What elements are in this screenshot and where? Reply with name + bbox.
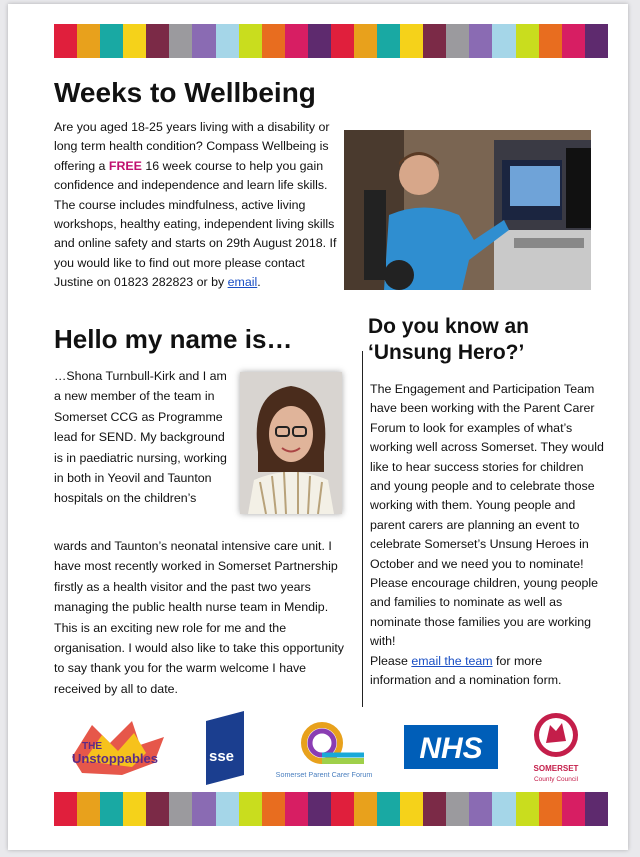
top-stripe-segment: [400, 24, 423, 58]
bottom-stripe-segment: [262, 792, 285, 826]
bottom-stripe-segment: [539, 792, 562, 826]
bottom-color-stripe: [54, 792, 608, 826]
column-divider: [362, 351, 363, 707]
hello-continued-text: wards and Taunton’s neonatal intensive care unit. I have most recently worked in Somerset Partnership firstly as a health visitor and the past two years managing the public health nurse team in Mendip. This is an exciting new role for me and the organisation. I would also like to take this opportunity to say thank you for the warm welcome I have received by all to date.: [54, 539, 344, 696]
shona-portrait-photo: [240, 372, 342, 514]
pcf-text: Somerset Parent Carer Forum: [275, 770, 373, 779]
bottom-stripe-segment: [285, 792, 308, 826]
email-link[interactable]: email: [227, 275, 258, 290]
parent-carer-forum-logo: [274, 717, 374, 781]
sse-logo: [202, 711, 248, 785]
bottom-stripe-segment: [308, 792, 331, 826]
bottom-stripe-segment: [77, 792, 100, 826]
bottom-stripe-segment: [354, 792, 377, 826]
unstoppables-line2: Unstoppables: [72, 751, 158, 766]
bottom-stripe-segment: [492, 792, 515, 826]
top-stripe-segment: [469, 24, 492, 58]
top-color-stripe: [54, 24, 608, 58]
nhs-logo: [404, 725, 498, 769]
top-stripe-segment: [192, 24, 215, 58]
somerset-county-council-logo: [524, 711, 588, 787]
bottom-stripe-segment: [54, 792, 77, 826]
top-stripe-segment: [539, 24, 562, 58]
bottom-stripe-segment: [400, 792, 423, 826]
unsung-hero-para-3: Please email the team for more information and a nomination form.: [370, 653, 562, 688]
weeks-to-wellbeing-text: Are you aged 18-25 years living with a disability or long term health condition? Compass Wellbeing is offering a FREE 16 week course to help you gain confidence and independence and learn life skills. The course includes mindfulness, active living workshops, healthy eating, independent living skills and online safety and starts on 29th August 2018. If you would like to find out more please contact Justine on 01823 282823 or by email.: [54, 120, 337, 290]
bottom-stripe-segment: [146, 792, 169, 826]
top-stripe-segment: [331, 24, 354, 58]
bottom-stripe-segment: [169, 792, 192, 826]
top-stripe-segment: [354, 24, 377, 58]
newsletter-page: [8, 4, 628, 850]
top-stripe-segment: [423, 24, 446, 58]
top-stripe-segment: [77, 24, 100, 58]
top-stripe-segment: [100, 24, 123, 58]
somerset-line2: County Council: [533, 776, 579, 783]
nhs-text: NHS: [419, 732, 483, 765]
hello-my-name-is-title: Hello my name is…: [54, 324, 293, 354]
sse-text: sse: [209, 748, 235, 765]
bottom-stripe-segment: [192, 792, 215, 826]
unsung-hero-text: [370, 380, 605, 691]
free-highlight: FREE: [108, 158, 142, 173]
unstoppables-line1: THE: [82, 741, 102, 752]
bottom-stripe-segment: [331, 792, 354, 826]
bottom-stripe-segment: [469, 792, 492, 826]
somerset-line1: SOMERSET: [533, 764, 579, 773]
bottom-stripe-segment: [585, 792, 608, 826]
top-stripe-segment: [377, 24, 400, 58]
bottom-stripe-segment: [562, 792, 585, 826]
email-the-team-link[interactable]: email the team: [411, 653, 493, 668]
unstoppables-logo: [62, 717, 172, 779]
bottom-stripe-segment: [423, 792, 446, 826]
partner-logos-row: [54, 711, 608, 787]
top-stripe-segment: [492, 24, 515, 58]
top-stripe-segment: [123, 24, 146, 58]
bottom-stripe-segment: [377, 792, 400, 826]
top-stripe-segment: [562, 24, 585, 58]
bottom-stripe-segment: [100, 792, 123, 826]
wheelchair-user-computer-photo: [344, 130, 591, 290]
top-stripe-segment: [446, 24, 469, 58]
top-stripe-segment: [54, 24, 77, 58]
top-stripe-segment: [169, 24, 192, 58]
top-stripe-segment: [262, 24, 285, 58]
top-stripe-segment: [308, 24, 331, 58]
top-stripe-segment: [216, 24, 239, 58]
bottom-stripe-segment: [446, 792, 469, 826]
top-stripe-segment: [585, 24, 608, 58]
unsung-hero-title: Do you know an ‘Unsung Hero?’: [368, 315, 530, 364]
hello-intro-text: …Shona Turnbull-Kirk and I am a new member of the team in Somerset CCG as Programme lead for SEND. My background is in paediatric nursing, working in both in Yeovil and Taunton hospitals on the children’s: [54, 369, 227, 506]
top-stripe-segment: [285, 24, 308, 58]
weeks-to-wellbeing-title: Weeks to Wellbeing: [54, 77, 316, 108]
top-stripe-segment: [516, 24, 539, 58]
bottom-stripe-segment: [123, 792, 146, 826]
unsung-hero-para-2: Please encourage children, young people and families to nominate as well as nominate those families you are working with!: [370, 576, 599, 649]
bottom-stripe-segment: [516, 792, 539, 826]
top-stripe-segment: [146, 24, 169, 58]
unsung-hero-para-1: The Engagement and Participation Team have been working with the Parent Carer Forum to look for examples of what’s working well across Somerset. They would like to hear success stories for children and young people and to celebrate those working with them. Young people and parent carers are planning an event to celebrate Somerset’s Unsung Heroes in October and we need you to nominate!: [370, 382, 604, 571]
bottom-stripe-segment: [216, 792, 239, 826]
bottom-stripe-segment: [239, 792, 262, 826]
top-stripe-segment: [239, 24, 262, 58]
